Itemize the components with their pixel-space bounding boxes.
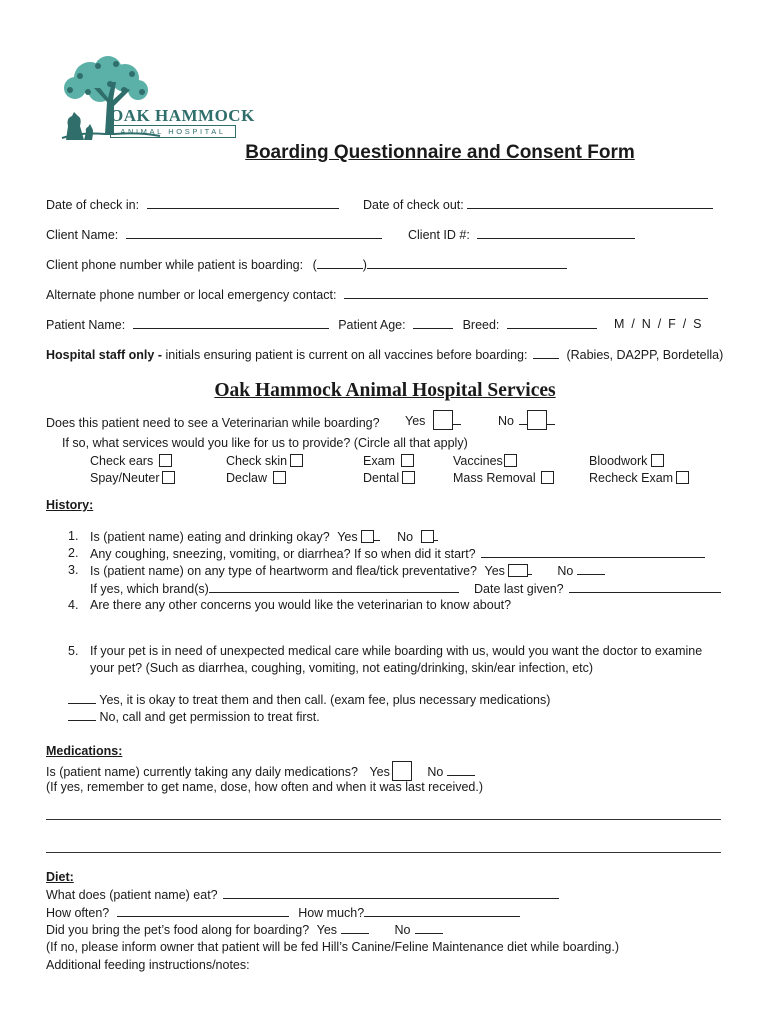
q5-text-line2: your pet? (Such as diarrhea, coughing, vomiting, not eating/drinking, skin/ear infection, etc)	[90, 661, 594, 675]
vaccines-label: Vaccines	[453, 454, 503, 468]
diet-often-row	[46, 904, 520, 921]
hospital-logo	[50, 56, 255, 153]
client-id-row	[408, 226, 635, 243]
diet-often-input[interactable]	[117, 904, 289, 917]
q2-row	[90, 545, 705, 562]
medications-yes-checkbox[interactable]	[392, 761, 412, 781]
patient-name-label: Patient Name:	[46, 318, 126, 332]
q3-brands-input[interactable]	[209, 580, 459, 593]
alt-phone-label: Alternate phone number or local emergency contact:	[46, 288, 337, 302]
area-code-close: )	[362, 258, 367, 272]
logo-subtitle: ANIMAL HOSPITAL	[120, 127, 226, 136]
client-id-input[interactable]	[477, 226, 635, 239]
area-code-open: (	[312, 258, 317, 272]
q1-row	[90, 528, 438, 545]
q2-number: 2.	[68, 546, 79, 560]
alt-phone-input[interactable]	[344, 286, 708, 299]
q3-yes-underline	[528, 562, 532, 575]
staff-initials-input[interactable]	[533, 346, 559, 359]
vet-no-label: No	[498, 414, 514, 428]
exam-label: Exam	[363, 454, 395, 468]
check-in-row	[46, 196, 339, 213]
check-out-input[interactable]	[467, 196, 713, 209]
q2-text: Any coughing, sneezing, vomiting, or diarrhea? If so when did it start?	[90, 547, 476, 561]
alt-phone-row	[46, 286, 708, 303]
diet-bring-row	[46, 921, 443, 938]
exam-checkbox[interactable]	[401, 454, 414, 467]
diet-bring-no-input[interactable]	[415, 921, 443, 934]
q3-date-row	[474, 580, 721, 597]
q1-yes-underline	[374, 528, 380, 541]
diet-much-input[interactable]	[364, 904, 520, 917]
client-phone-row	[46, 256, 567, 273]
q3-brands-row	[90, 580, 459, 597]
client-name-input[interactable]	[126, 226, 382, 239]
vet-yes-underline	[453, 412, 461, 425]
q1-no-checkbox[interactable]	[421, 530, 434, 543]
q4-number: 4.	[68, 598, 79, 612]
logo-subtitle-box	[110, 125, 236, 138]
option-dental[interactable]	[363, 470, 415, 486]
diet-bring-label: Did you bring the pet’s food along for boarding?	[46, 923, 310, 937]
client-id-label: Client ID #:	[408, 228, 470, 242]
dental-label: Dental	[363, 471, 400, 485]
option-mass-removal[interactable]	[453, 470, 554, 486]
q1-number: 1.	[68, 529, 79, 543]
client-phone-input[interactable]	[367, 256, 567, 269]
q3-no-label: No	[557, 564, 574, 578]
diet-what-row	[46, 886, 559, 903]
check-out-label: Date of check out:	[363, 198, 464, 212]
check-in-input[interactable]	[147, 196, 339, 209]
diet-bring-yes-label: Yes	[316, 923, 338, 937]
breed-label: Breed:	[462, 318, 500, 332]
medications-note: (If yes, remember to get name, dose, how often and when it was last received.)	[46, 780, 484, 794]
q3-row	[90, 562, 605, 579]
services-heading: Oak Hammock Animal Hospital Services	[214, 380, 556, 401]
medications-yes-label: Yes	[369, 765, 390, 779]
page-title: Boarding Questionnaire and Consent Form	[245, 142, 635, 163]
mass-removal-label: Mass Removal	[453, 471, 536, 485]
check-skin-label: Check skin	[226, 454, 288, 468]
medications-line-2[interactable]	[46, 852, 721, 853]
diet-much-label: How much?	[298, 906, 365, 920]
option-bloodwork[interactable]	[589, 453, 664, 469]
treat-option-text: Yes, it is okay to treat them and then call. (exam fee, plus necessary medications)	[99, 693, 551, 707]
medications-row	[46, 761, 475, 781]
declaw-checkbox[interactable]	[273, 471, 286, 484]
q1-text: Is (patient name) eating and drinking okay?	[90, 530, 330, 544]
recheck-exam-checkbox[interactable]	[676, 471, 689, 484]
breed-input[interactable]	[507, 316, 597, 329]
vet-no-checkbox[interactable]	[527, 410, 547, 430]
medications-no-input[interactable]	[447, 763, 475, 776]
q4-text: Are there any other concerns you would like the veterinarian to know about?	[90, 598, 512, 612]
vet-no-option	[498, 410, 555, 430]
treat-option	[68, 691, 550, 708]
vet-yes-option	[405, 410, 461, 430]
vaccines-note: (Rabies, DA2PP, Bordetella)	[566, 348, 724, 362]
q3-yes-checkbox[interactable]	[508, 564, 528, 577]
diet-bring-no-label: No	[394, 923, 411, 937]
vet-no-underline	[519, 412, 527, 425]
call-option-input[interactable]	[68, 708, 96, 721]
sex-options[interactable]: M / N / F / S	[614, 317, 702, 331]
diet-what-label: What does (patient name) eat?	[46, 888, 218, 902]
option-vaccines[interactable]	[453, 453, 517, 469]
dental-checkbox[interactable]	[402, 471, 415, 484]
medications-no-label: No	[427, 765, 444, 779]
client-phone-label: Client phone number while patient is boarding:	[46, 258, 304, 272]
check-ears-checkbox[interactable]	[159, 454, 172, 467]
patient-age-label: Patient Age:	[338, 318, 406, 332]
q1-yes-checkbox[interactable]	[361, 530, 374, 543]
q3-no-input[interactable]	[577, 562, 605, 575]
option-declaw[interactable]	[226, 470, 286, 486]
bloodwork-checkbox[interactable]	[651, 454, 664, 467]
vet-yes-checkbox[interactable]	[433, 410, 453, 430]
q5-text-line1: If your pet is in need of unexpected medical care while boarding with us, would you want the doctor to examine	[90, 644, 703, 658]
spay-neuter-checkbox[interactable]	[162, 471, 175, 484]
patient-name-input[interactable]	[133, 316, 329, 329]
option-exam[interactable]	[363, 453, 414, 469]
q3-brands-label: If yes, which brand(s)	[90, 582, 209, 596]
q5-number: 5.	[68, 644, 79, 658]
staff-only-row	[46, 346, 723, 363]
medications-line-1[interactable]	[46, 819, 721, 820]
medications-question: Is (patient name) currently taking any daily medications?	[46, 765, 358, 779]
q3-text: Is (patient name) on any type of heartworm and flea/tick preventative?	[90, 564, 478, 578]
q1-yes-label: Yes	[337, 530, 358, 544]
client-name-row	[46, 226, 382, 243]
recheck-exam-label: Recheck Exam	[589, 471, 674, 485]
area-code-input[interactable]	[317, 256, 363, 269]
patient-row	[46, 316, 597, 333]
q3-yes-label: Yes	[484, 564, 505, 578]
patient-age-input[interactable]	[413, 316, 453, 329]
mass-removal-checkbox[interactable]	[541, 471, 554, 484]
diet-often-label: How often?	[46, 906, 110, 920]
vet-question-label: Does this patient need to see a Veterinarian while boarding?	[46, 416, 380, 430]
option-check-ears[interactable]	[90, 453, 172, 469]
staff-only-text: initials ensuring patient is current on all vaccines before boarding:	[165, 348, 528, 362]
q3-date-input[interactable]	[569, 580, 721, 593]
q3-date-label: Date last given?	[474, 582, 564, 596]
check-in-label: Date of check in:	[46, 198, 140, 212]
call-option	[68, 708, 320, 725]
vaccines-checkbox[interactable]	[504, 454, 517, 467]
option-spay-neuter[interactable]	[90, 470, 175, 486]
q1-no-underline	[434, 528, 438, 541]
option-check-skin[interactable]	[226, 453, 303, 469]
staff-only-label: Hospital staff only -	[46, 348, 162, 362]
declaw-label: Declaw	[226, 471, 267, 485]
check-out-row	[363, 196, 713, 213]
diet-instructions-label: Additional feeding instructions/notes:	[46, 958, 250, 972]
spay-neuter-label: Spay/Neuter	[90, 471, 160, 485]
vet-yes-label: Yes	[405, 414, 426, 428]
diet-bring-yes-input[interactable]	[341, 921, 369, 934]
check-ears-label: Check ears	[90, 454, 154, 468]
q2-input[interactable]	[481, 545, 705, 558]
history-heading: History:	[46, 498, 94, 512]
diet-fed-note: (If no, please inform owner that patient will be fed Hill’s Canine/Feline Maintenance diet while boarding.)	[46, 940, 619, 954]
call-option-text: No, call and get permission to treat first.	[99, 710, 320, 724]
treat-option-input[interactable]	[68, 691, 96, 704]
services-instruction: If so, what services would you like for us to provide? (Circle all that apply)	[62, 436, 468, 450]
client-name-label: Client Name:	[46, 228, 119, 242]
diet-heading: Diet:	[46, 870, 74, 884]
q3-number: 3.	[68, 563, 79, 577]
bloodwork-label: Bloodwork	[589, 454, 648, 468]
logo-name: OAK HAMMOCK	[110, 106, 255, 125]
medications-heading: Medications:	[46, 744, 123, 758]
diet-what-input[interactable]	[223, 886, 559, 899]
vet-no-underline-2	[547, 412, 555, 425]
check-skin-checkbox[interactable]	[290, 454, 303, 467]
option-recheck-exam[interactable]	[589, 470, 689, 486]
q1-no-label: No	[397, 530, 414, 544]
